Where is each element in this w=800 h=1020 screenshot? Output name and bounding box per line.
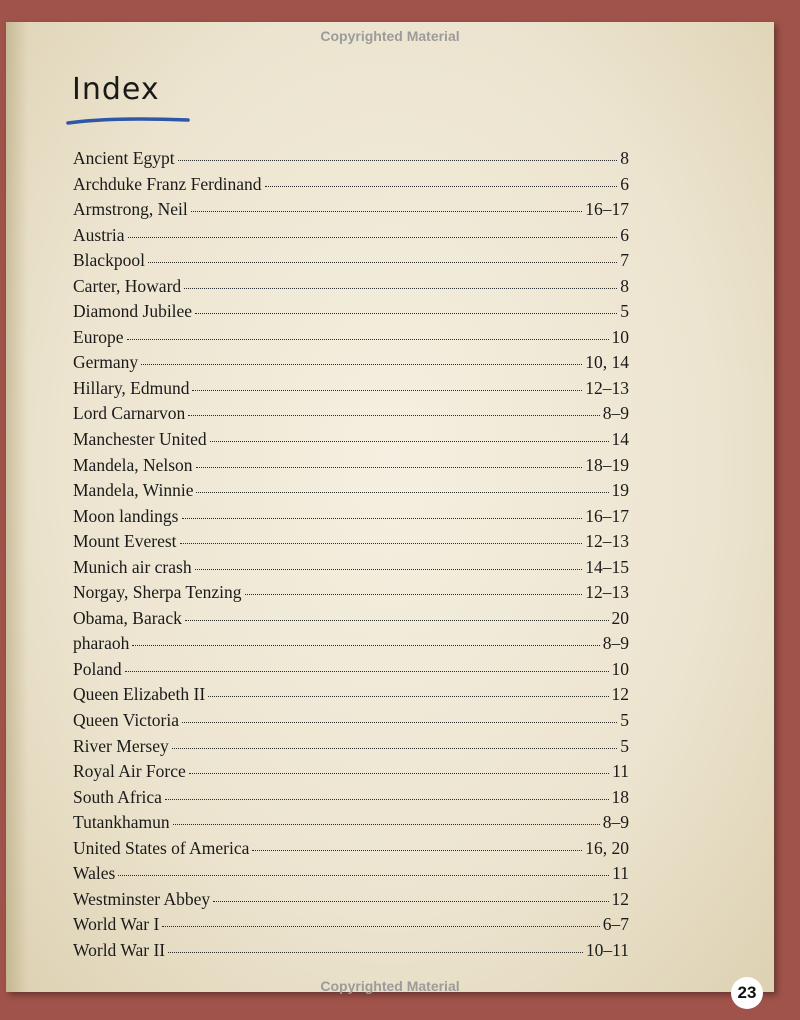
copyright-watermark-top: Copyrighted Material [320,28,460,44]
index-pages: 12–13 [585,377,629,398]
index-term: United States of America [73,837,250,858]
index-term: Armstrong, Neil [73,199,188,220]
index-term: Munich air crash [73,556,192,577]
index-pages: 16, 20 [585,837,629,858]
index-term: Queen Victoria [73,710,180,731]
index-entry [73,812,629,838]
index-term: Lord Carnarvon [73,403,186,424]
dot-leader [196,466,583,468]
index-pages: 19 [611,480,629,501]
index-pages: 11 [612,863,629,884]
index-entry [73,480,629,506]
index-term: Hillary, Edmund [73,377,190,398]
dot-leader [168,951,583,953]
index-entry [73,582,629,608]
dot-leader [252,849,582,851]
index-entry [73,710,629,736]
index-pages: 8 [620,275,629,296]
dot-leader [125,670,609,672]
index-pages: 5 [620,735,629,756]
index-term: Poland [73,658,122,679]
dot-leader [128,236,618,238]
index-pages: 20 [611,607,629,628]
index-entry [73,659,629,685]
dot-leader [127,338,609,340]
dot-leader [213,900,608,902]
dot-leader [191,210,583,212]
dot-leader [148,261,617,263]
index-pages: 14 [611,429,629,450]
dot-leader [132,644,599,646]
index-entry [73,557,629,583]
index-term: Moon landings [73,505,179,526]
index-term: World War II [73,939,166,960]
dot-leader [141,363,582,365]
dot-leader [185,619,609,621]
index-pages: 14–15 [585,556,629,577]
copyright-watermark-bottom: Copyrighted Material [320,978,460,994]
index-entry [73,889,629,915]
index-pages: 12 [611,888,629,909]
index-list [73,148,629,966]
index-entry [73,250,629,276]
index-term: Archduke Franz Ferdinand [73,173,262,194]
page-title: Index [72,72,160,107]
index-pages: 8–9 [602,403,629,424]
index-entry [73,684,629,710]
index-entry [73,276,629,302]
index-term: Mount Everest [73,531,177,552]
index-entry [73,736,629,762]
dot-leader [178,159,618,161]
index-term: Europe [73,326,124,347]
dot-leader [189,772,609,774]
dot-leader [192,389,582,391]
index-term: Westminster Abbey [73,888,211,909]
dot-leader [118,874,609,876]
page-number-badge: 23 [731,977,763,1009]
index-entry [73,148,629,174]
index-pages: 10–11 [585,939,629,960]
dot-leader [184,287,617,289]
dot-leader [210,440,609,442]
index-term: Queen Elizabeth II [73,684,206,705]
index-term: Manchester United [73,429,207,450]
index-entry [73,327,629,353]
index-pages: 7 [620,250,629,271]
index-pages: 5 [620,710,629,731]
index-pages: 12–13 [585,531,629,552]
dot-leader [208,695,608,697]
dot-leader [195,568,583,570]
index-entry [73,429,629,455]
index-pages: 6 [620,224,629,245]
index-entry [73,225,629,251]
index-entry [73,863,629,889]
index-term: pharaoh [73,633,130,654]
index-term: Mandela, Winnie [73,480,194,501]
index-entry [73,174,629,200]
index-term: Royal Air Force [73,761,186,782]
index-term: Carter, Howard [73,275,182,296]
index-term: Blackpool [73,250,145,271]
dot-leader [265,185,618,187]
title-underline [66,114,192,128]
index-pages: 10, 14 [585,352,629,373]
dot-leader [173,823,600,825]
index-entry [73,838,629,864]
index-term: Austria [73,224,125,245]
dot-leader [196,491,608,493]
index-term: World War I [73,914,160,935]
index-entry [73,531,629,557]
index-term: Wales [73,863,116,884]
dot-leader [165,798,609,800]
index-term: South Africa [73,786,162,807]
index-entry [73,914,629,940]
index-entry [73,352,629,378]
index-term: River Mersey [73,735,169,756]
index-term: Mandela, Nelson [73,454,193,475]
index-pages: 16–17 [585,199,629,220]
index-term: Obama, Barack [73,607,182,628]
index-term: Ancient Egypt [73,148,175,168]
book-page [6,22,774,1002]
index-entry [73,608,629,634]
index-entry [73,940,629,966]
dot-leader [195,312,617,314]
index-pages: 10 [611,658,629,679]
dot-leader [182,721,617,723]
dot-leader [245,593,583,595]
index-pages: 8–9 [602,633,629,654]
index-entry [73,633,629,659]
index-term: Norgay, Sherpa Tenzing [73,582,242,603]
index-term: Tutankhamun [73,812,170,833]
index-entry [73,378,629,404]
index-pages: 12–13 [585,582,629,603]
dot-leader [172,747,618,749]
dot-leader [180,542,583,544]
index-entry [73,403,629,429]
index-pages: 18 [611,786,629,807]
index-pages: 8–9 [602,812,629,833]
index-pages: 6 [620,173,629,194]
index-term: Germany [73,352,139,373]
index-pages: 11 [612,761,629,782]
index-pages: 12 [611,684,629,705]
index-term: Diamond Jubilee [73,301,193,322]
index-entry [73,301,629,327]
index-entry [73,199,629,225]
index-pages: 16–17 [585,505,629,526]
dot-leader [182,517,583,519]
index-entry [73,787,629,813]
index-pages: 18–19 [585,454,629,475]
dot-leader [188,414,599,416]
index-entry [73,455,629,481]
index-pages: 8 [620,148,629,168]
index-entry [73,761,629,787]
index-entry [73,506,629,532]
dot-leader [162,925,599,927]
index-pages: 6–7 [602,914,629,935]
index-pages: 10 [611,326,629,347]
index-pages: 5 [620,301,629,322]
